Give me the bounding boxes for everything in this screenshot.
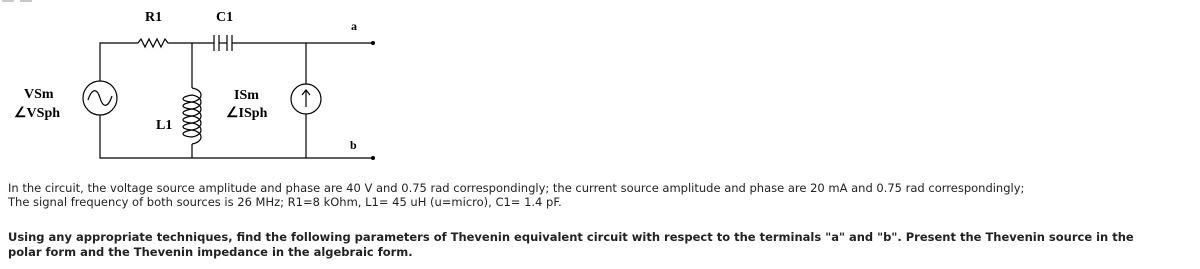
label-r1: R1 <box>145 10 163 25</box>
label-l1: L1 <box>156 118 173 133</box>
current-source-arrow-up-icon <box>291 84 321 114</box>
task-instruction-line-1: Using any appropriate techniques, find the following parameters of Thevenin equivalent circuit with respect to the terminals "a" and "b". Present the Thevenin source in the <box>8 230 1134 244</box>
wire-left-bottom <box>100 115 306 158</box>
inductor-icon <box>183 88 201 144</box>
label-vsph: ∠VSph <box>14 106 61 121</box>
capacitor-icon <box>214 35 232 51</box>
label-c1: C1 <box>216 10 234 25</box>
task-instruction-line-2: polar form and the Thevenin impedance in the algebraic form. <box>8 245 413 259</box>
ac-voltage-source-icon <box>83 81 117 115</box>
terminal-b-dot <box>371 156 375 160</box>
label-ism: ISm <box>234 88 259 103</box>
resistor-icon <box>138 39 171 47</box>
problem-statement-line-2: The signal frequency of both sources is 26 MHz; R1=8 kOhm, L1= 45 uH (u=micro), C1= 1.4 pF. <box>8 195 562 209</box>
label-terminal-b: b <box>350 138 357 152</box>
label-terminal-a: a <box>351 19 357 33</box>
problem-statement-line-1: In the circuit, the voltage source amplitude and phase are 40 V and 0.75 rad correspondingly; the current source amplitude and phase are 20 mA and 0.75 rad correspondingly; <box>8 181 1025 195</box>
label-vsm: VSm <box>24 87 54 102</box>
terminal-a-dot <box>371 41 375 45</box>
wire-left-top <box>100 43 138 81</box>
label-isph: ∠ISph <box>226 106 268 121</box>
circuit-diagram <box>0 0 390 180</box>
